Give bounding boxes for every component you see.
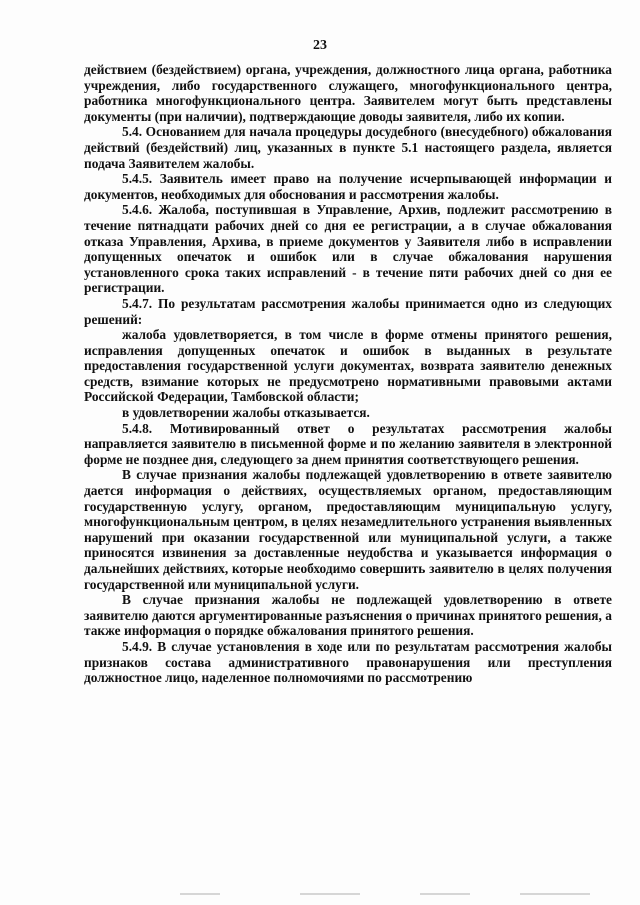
- paragraph-decision-satisfied: жалоба удовлетворяется, в том числе в форме отмены принятого решения, исправления допущенных опечаток и ошибок в выданных в результате предоставления государственной услуги документах, возврата заявителю денежных средств, взимание которых не предусмотрено нормативными правовыми актами Российской Федерации, Тамбовской области;: [84, 327, 612, 405]
- paragraph-5-4-9: 5.4.9. В случае установления в ходе или по результатам рассмотрения жалобы признаков состава административного правонарушения или преступления должностное лицо, наделенное полномочиями по рассмотрению: [84, 638, 612, 686]
- paragraph-5-4-7: 5.4.7. По результатам рассмотрения жалобы принимается одно из следующих решений:: [84, 295, 612, 327]
- paragraph-complaint-rejected: В случае признания жалобы не подлежащей удовлетворению в ответе заявителю даются аргументированные разъяснения о причинах принятого решения, а также информация о порядке обжалования принятого решения.: [84, 592, 612, 639]
- paragraph-complaint-satisfied: В случае признания жалобы подлежащей удовлетворению в ответе заявителю дается информация о действиях, осуществляемых органом, предоставляющим государственную услугу, органом, предоставляющим муниципальную услугу, многофункциональным центром, в целях незамедлительного устранения выявленных нарушений при оказании государственной или муниципальной услуги, а также приносятся извинения за доставленные неудобства и указывается информация о дальнейших действиях, которые необходимо совершить заявителю в целях получения государственной или муниципальной услуги.: [84, 467, 612, 592]
- paragraph-5-4-8: 5.4.8. Мотивированный ответ о результатах рассмотрения жалобы направляется заявителю в письменной форме и по желанию заявителя в электронной форме не позднее дня, следующего за днем принятия соответствующего решения.: [84, 420, 612, 467]
- paragraph-continuation: действием (бездействием) органа, учреждения, должностного лица органа, работника учреждения, либо государственного служащего, многофункционального центра, работника многофункционального центра. Заявителем могут быть представлены документы (при наличии), подтверждающие доводы заявителя, либо их копии.: [84, 62, 612, 124]
- paragraph-5-4-5: 5.4.5. Заявитель имеет право на получение исчерпывающей информации и документов, необходимых для обоснования и рассмотрения жалобы.: [84, 171, 612, 202]
- paragraph-5-4: 5.4. Основанием для начала процедуры досудебного (внесудебного) обжалования действий (бездействий) лиц, указанных в пункте 5.1 настоящего раздела, является подача Заявителем жалобы.: [84, 124, 612, 171]
- scan-artifact-marks: [0, 893, 640, 899]
- page-number: 23: [313, 38, 327, 53]
- document-body: [84, 62, 612, 686]
- paragraph-decision-refused: в удовлетворении жалобы отказывается.: [122, 405, 370, 421]
- paragraph-5-4-6: 5.4.6. Жалоба, поступившая в Управление, Архив, подлежит рассмотрению в течение пятнадцати рабочих дней со дня ее регистрации, а в случае обжалования отказа Управления, Архива, в приеме документов у Заявителя либо в исправлении допущенных опечаток и ошибок или в случае обжалования нарушения установленного срока таких исправлений - в течение пяти рабочих дней со дня ее регистрации.: [84, 202, 612, 296]
